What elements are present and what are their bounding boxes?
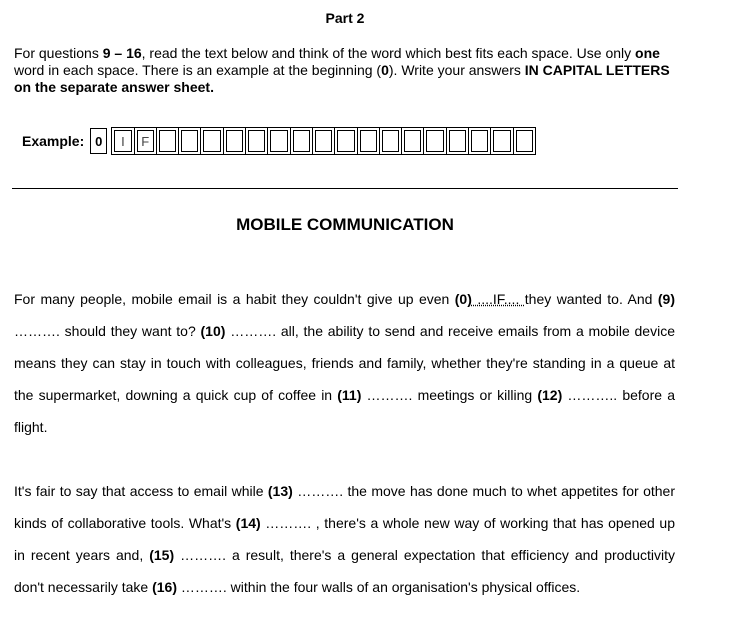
p1-text-b: they wanted to. And bbox=[524, 291, 658, 307]
answer-cell: I bbox=[112, 128, 134, 154]
example-label: Example: bbox=[22, 133, 85, 149]
gap-label-11: (11) bbox=[337, 387, 362, 403]
p2-text-b: ………. the move has done much to whet appetites for other kinds of collaborative tools. What's bbox=[14, 483, 676, 531]
answer-cell bbox=[201, 128, 223, 154]
paragraph-2 bbox=[14, 475, 675, 603]
answer-cell bbox=[491, 128, 513, 154]
gap-label-0: (0) bbox=[454, 291, 472, 307]
answer-cell bbox=[424, 128, 446, 154]
p1-text-d: ………. all, the ability to send and receive emails from a mobile device means they can stay in touch with colleagues, friends and family, whether they're standing in a queue at the supermarket, downing a quick cup of coffee in bbox=[14, 323, 675, 403]
answer-cell bbox=[447, 128, 469, 154]
divider bbox=[12, 188, 678, 189]
answer-cell bbox=[358, 128, 380, 154]
gap-label-10: (10) bbox=[200, 323, 226, 339]
gap-label-16: (16) bbox=[152, 579, 177, 595]
p2-text-d: ………. a result, there's a general expectation that efficiency and productivity don't necessarily take bbox=[14, 547, 675, 595]
instr-one: one bbox=[635, 45, 660, 61]
answer-cell bbox=[380, 128, 402, 154]
gap-label-9: (9) bbox=[657, 291, 676, 307]
instr-text-4: ). Write your answers bbox=[388, 62, 525, 78]
answer-cell bbox=[313, 128, 335, 154]
instr-text-1: For questions bbox=[14, 45, 103, 61]
gap-label-12: (12) bbox=[537, 387, 563, 403]
answer-cell bbox=[291, 128, 313, 154]
text-heading: MOBILE COMMUNICATION bbox=[236, 215, 454, 234]
p1-text-c: ………. should they want to? bbox=[14, 323, 201, 339]
p2-text-e: ………. within the four walls of an organisation's physical offices. bbox=[177, 579, 581, 595]
example-answer: ....IF.... bbox=[471, 291, 525, 307]
gap-label-15: (15) bbox=[149, 547, 175, 563]
p2-text-c: ………. , there's a whole new way of working that has opened up in recent years and, bbox=[14, 515, 675, 563]
answer-cell bbox=[268, 128, 290, 154]
example-answer-grid bbox=[111, 127, 536, 155]
answer-cell bbox=[246, 128, 268, 154]
instr-zero: 0 bbox=[381, 62, 389, 78]
instr-text-3: word in each space. There is an example at the beginning ( bbox=[14, 62, 382, 78]
instructions bbox=[14, 45, 680, 96]
answer-cell bbox=[224, 128, 246, 154]
example-number-box: 0 bbox=[90, 128, 107, 154]
instr-text-2: , read the text below and think of the word which best fits each space. Use only bbox=[141, 45, 636, 61]
answer-cell bbox=[179, 128, 201, 154]
answer-cell: F bbox=[135, 128, 157, 154]
answer-cell bbox=[335, 128, 357, 154]
p1-text-a: For many people, mobile email is a habit they couldn't give up even bbox=[14, 291, 455, 307]
p2-text-a: It's fair to say that access to email while bbox=[14, 483, 268, 499]
p1-text-e: ………. meetings or killing bbox=[361, 387, 538, 403]
gap-label-13: (13) bbox=[267, 483, 293, 499]
answer-cell bbox=[514, 128, 535, 154]
gap-label-14: (14) bbox=[235, 515, 261, 531]
answer-cell bbox=[469, 128, 491, 154]
answer-cell bbox=[157, 128, 179, 154]
instr-range: 9 – 16 bbox=[102, 45, 142, 61]
part-title: Part 2 bbox=[325, 10, 365, 26]
paragraph-1 bbox=[14, 283, 675, 443]
p1-text-f: ……….. before a flight. bbox=[14, 387, 675, 435]
answer-cell bbox=[402, 128, 424, 154]
example-row bbox=[22, 127, 536, 155]
instr-caps: IN CAPITAL LETTERS on the separate answer sheet. bbox=[14, 62, 670, 95]
